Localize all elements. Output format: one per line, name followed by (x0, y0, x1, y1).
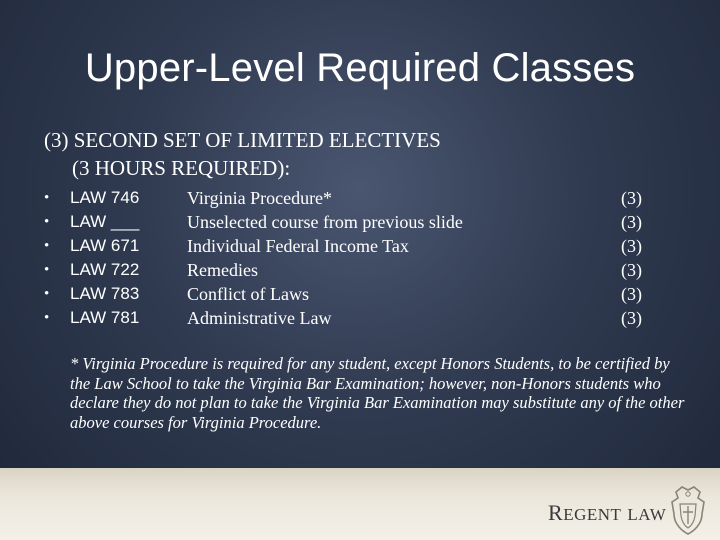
footnote: * Virginia Procedure is required for any student, except Honors Students, to be certified by the Law School to take the Virginia Bar Examination; however, non-Honors students who declare they do not plan to take the Virginia Bar Examination may substitute any of the other above courses for Virginia Procedure. (70, 354, 685, 432)
course-credits: (3) (621, 308, 642, 328)
logo-second-word: LAW (627, 505, 667, 524)
course-row (44, 234, 664, 258)
course-credits: (3) (621, 260, 642, 280)
course-row (44, 210, 664, 234)
course-name: Virginia Procedure* (187, 188, 333, 208)
course-code: LAW 722 (70, 260, 140, 279)
course-name: Individual Federal Income Tax (187, 236, 409, 256)
logo-word-rest: EGENT (563, 505, 622, 524)
course-credits: (3) (621, 188, 642, 208)
bullet-icon: • (44, 262, 50, 278)
bullet-icon: • (44, 286, 50, 302)
section-heading-line-2: (3 HOURS REQUIRED): (72, 156, 291, 180)
course-credits: (3) (621, 212, 642, 232)
course-code: LAW 746 (70, 188, 140, 207)
course-name: Unselected course from previous slide (187, 212, 463, 232)
bullet-icon: • (44, 238, 50, 254)
bullet-icon: • (44, 214, 50, 230)
course-row (44, 306, 664, 330)
section-heading (44, 126, 441, 182)
course-name: Administrative Law (187, 308, 332, 328)
course-name: Conflict of Laws (187, 284, 309, 304)
course-code: LAW ___ (70, 212, 140, 231)
course-name: Remedies (187, 260, 258, 280)
course-row (44, 282, 664, 306)
course-code: LAW 781 (70, 308, 140, 327)
course-list (44, 186, 664, 330)
bullet-icon: • (44, 190, 50, 206)
course-code: LAW 783 (70, 284, 140, 303)
course-credits: (3) (621, 236, 642, 256)
section-heading-line-1: (3) SECOND SET OF LIMITED ELECTIVES (44, 128, 441, 152)
course-credits: (3) (621, 284, 642, 304)
course-row (44, 258, 664, 282)
logo-first-letter: R (548, 500, 564, 525)
school-crest-icon (664, 484, 712, 536)
bullet-icon: • (44, 310, 50, 326)
course-row (44, 186, 664, 210)
slide-title: Upper-Level Required Classes (84, 46, 636, 90)
regent-law-logo (548, 500, 666, 526)
course-code: LAW 671 (70, 236, 140, 255)
